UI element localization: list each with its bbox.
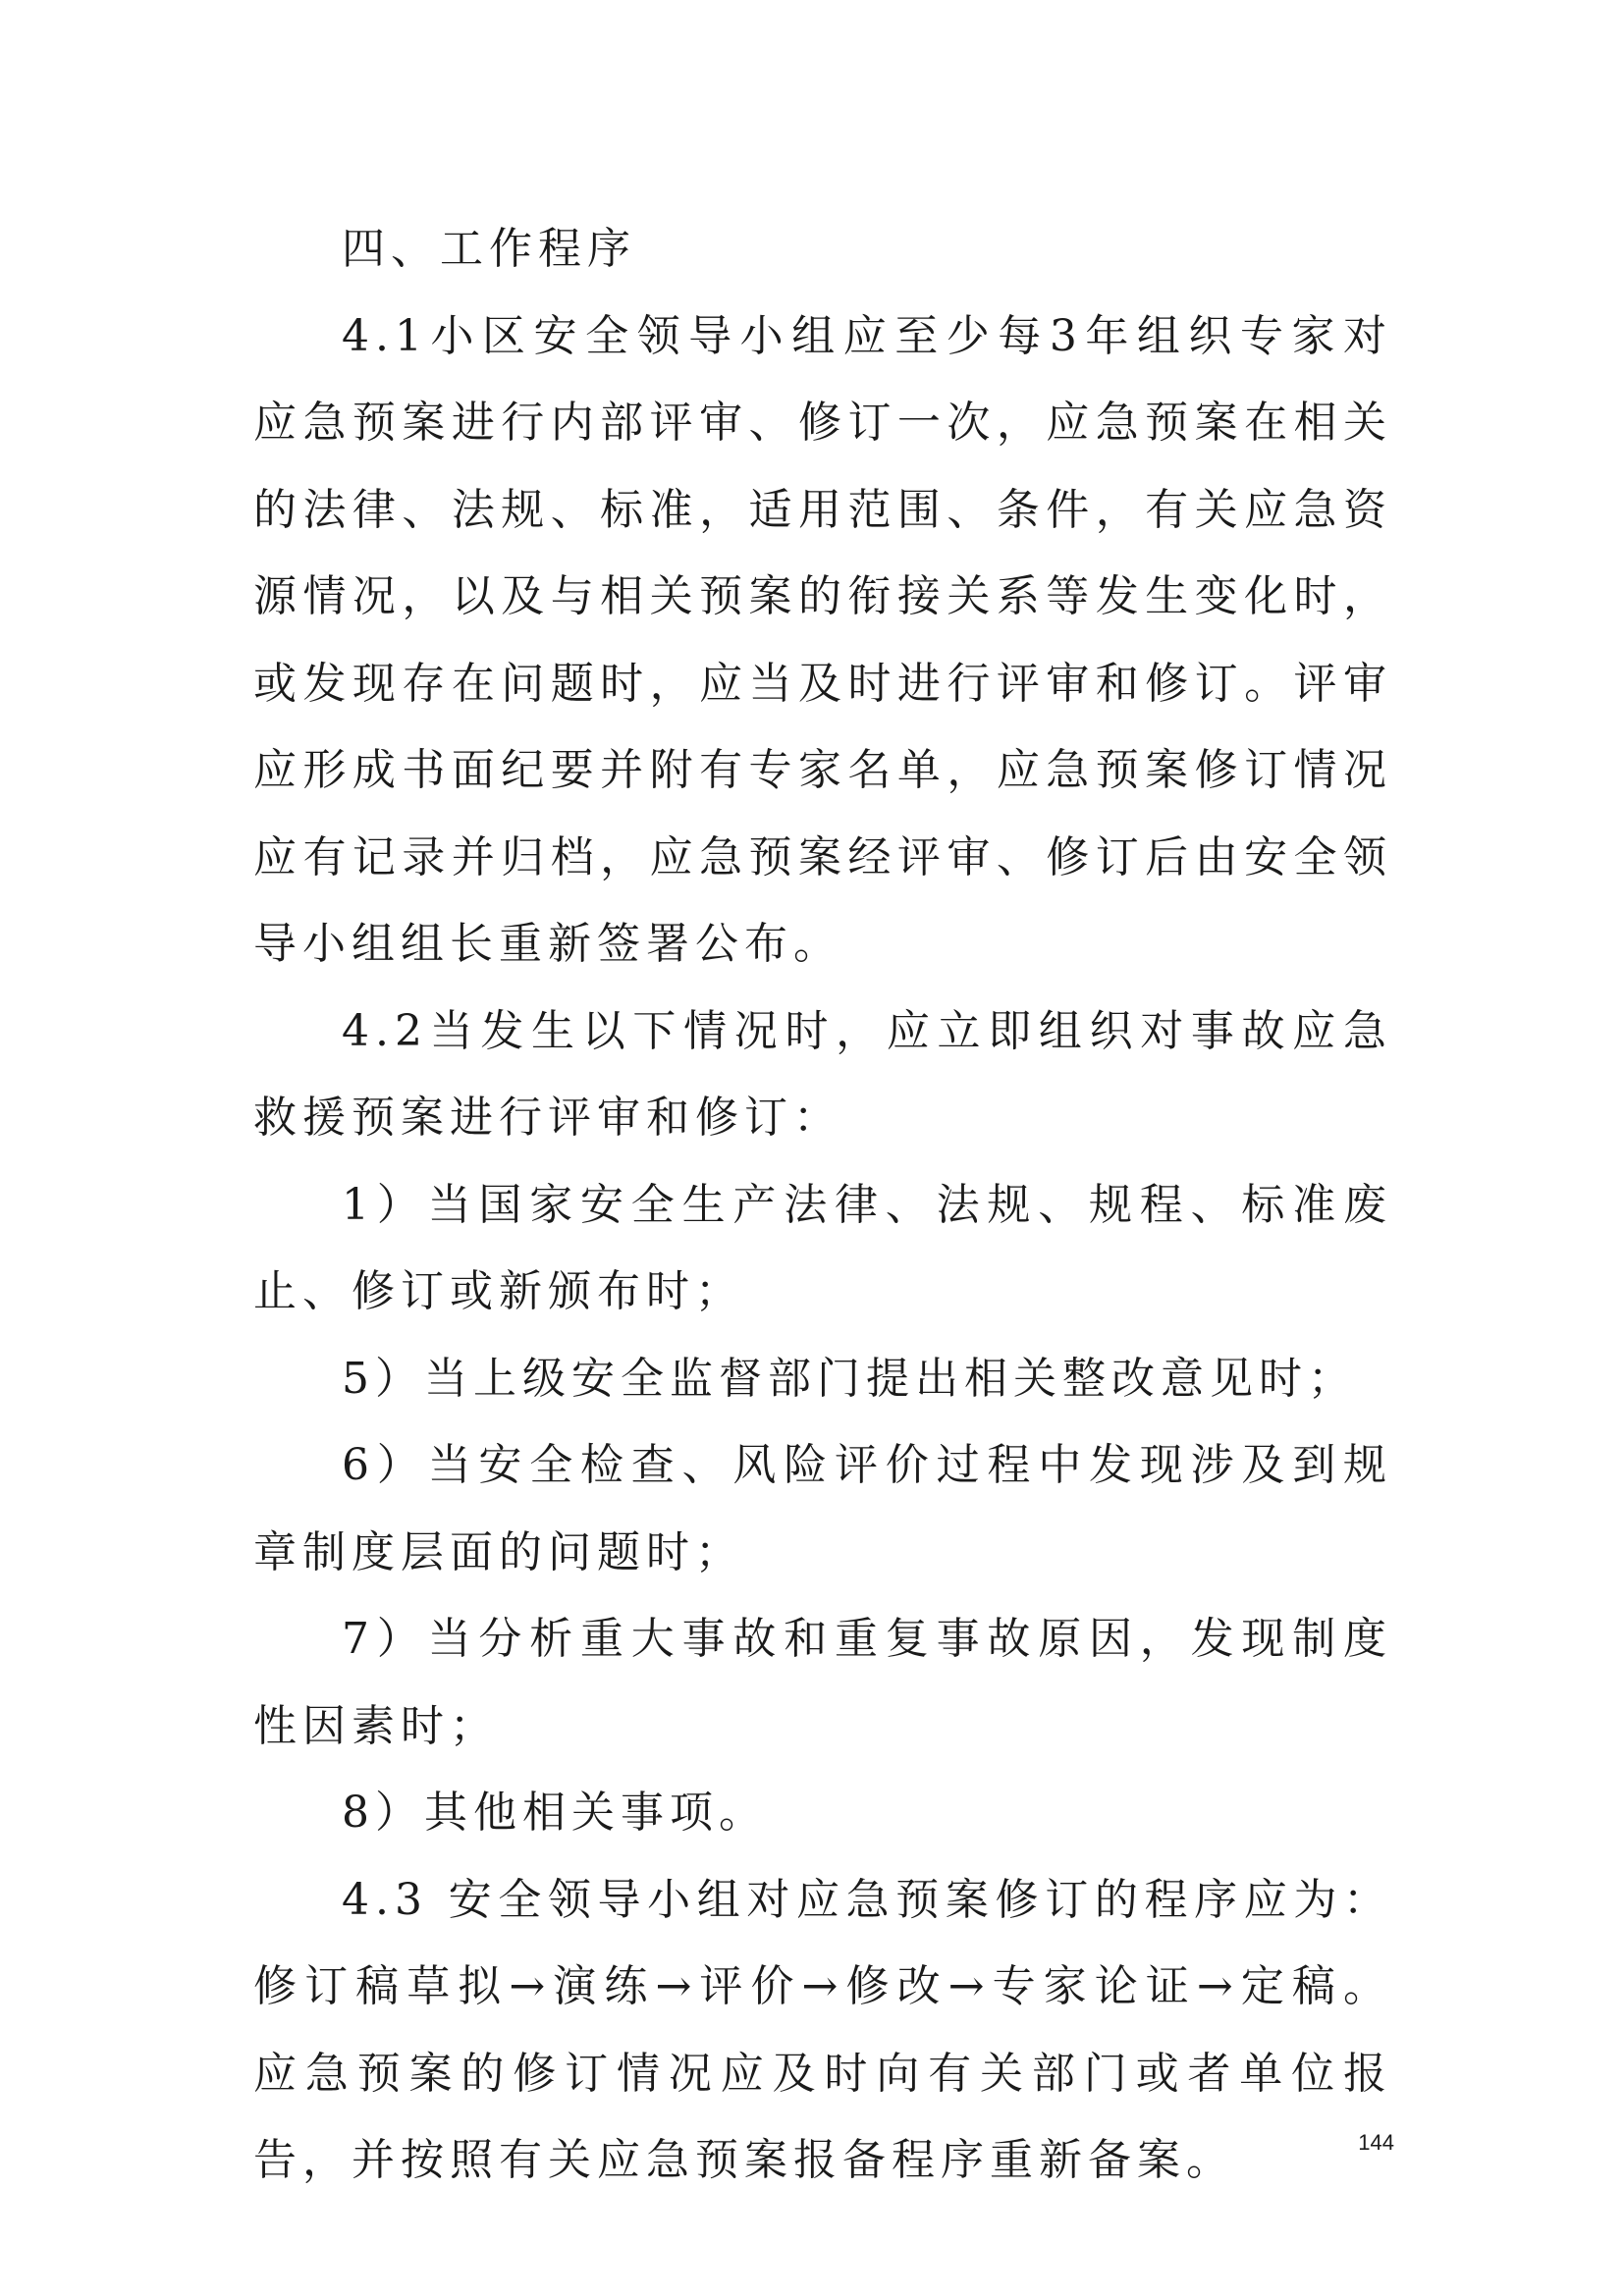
list-item-5: 5）当上级安全监督部门提出相关整改意见时； [342, 1353, 1357, 1404]
paragraph-4-2: 4.2当发生以下情况时，应立即组织对事故应急救援预案进行评审和修订： [253, 1005, 1392, 1143]
section-heading: 四、工作程序 [342, 224, 636, 274]
paragraph-4-3: 4.3 安全领导小组对应急预案修订的程序应为：修订稿草拟→演练→评价→修改→专家论证→定稿。应急预案的修订情况应及时向有关部门或者单位报告，并按照有关应急预案报备程序重新备案。 [253, 1874, 1392, 2185]
document-body [253, 206, 1392, 2205]
paragraph-4-1: 4.1小区安全领导小组应至少每3年组织专家对应急预案进行内部评审、修订一次，应急预案在相关的法律、法规、标准，适用范围、条件，有关应急资源情况，以及与相关预案的衔接关系等发生变化时，或发现存在问题时，应当及时进行评审和修订。评审应形成书面纪要并附有专家名单，应急预案修订情况应有记录并归档，应急预案经评审、修订后由安全领导小组组长重新签署公布。 [253, 310, 1392, 969]
list-item-1: 1）当国家安全生产法律、法规、规程、标准废止、修订或新颁布时； [253, 1179, 1392, 1316]
list-item-6: 6）当安全检查、风险评价过程中发现涉及到规章制度层面的问题时； [253, 1440, 1392, 1577]
list-item-7: 7）当分析重大事故和重复事故原因，发现制度性因素时； [253, 1614, 1392, 1751]
list-item-8: 8）其他相关事项。 [342, 1788, 768, 1838]
page-number: 144 [1358, 2130, 1394, 2155]
